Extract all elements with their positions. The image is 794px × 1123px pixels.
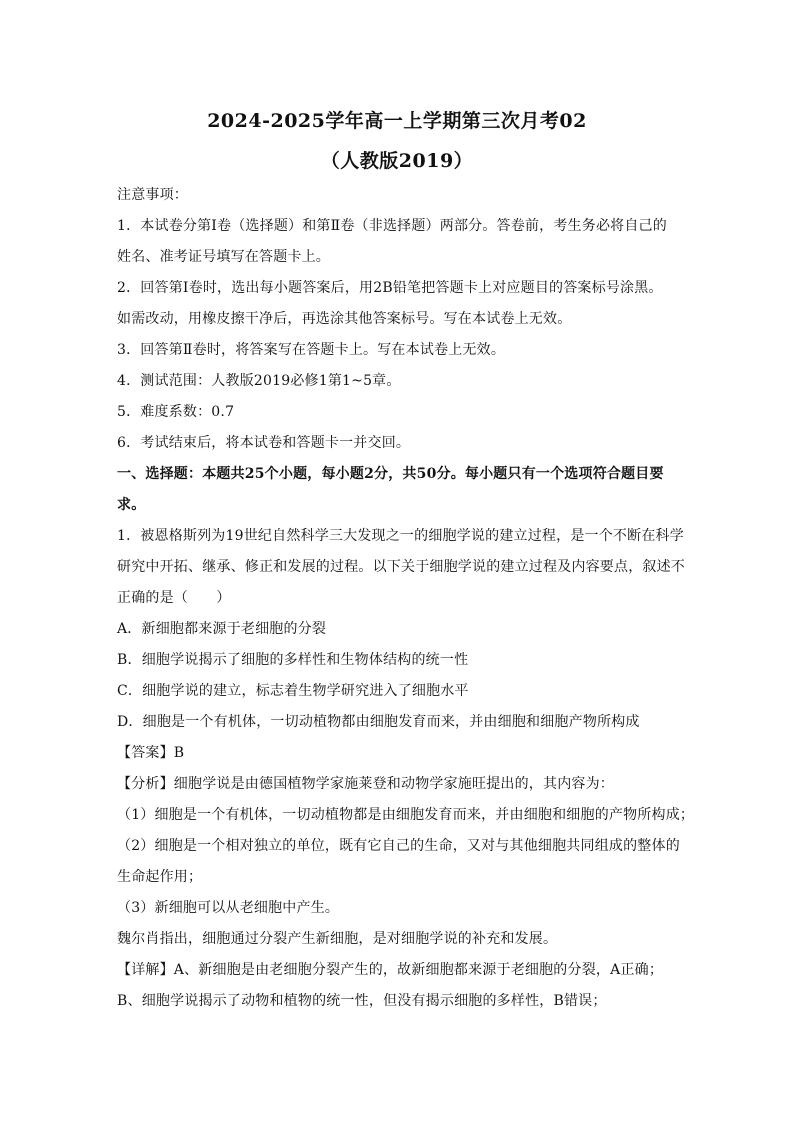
question-stem: 1．被恩格斯列为19世纪自然科学三大发现之一的细胞学说的建立过程，是一个不断在科学 <box>117 528 684 544</box>
notes-line: 2．回答第Ⅰ卷时，选出每小题答案后，用2B铅笔把答题卡上对应题目的答案标号涂黑。 <box>117 280 663 296</box>
question-stem: 研究中开拓、继承、修正和发展的过程。以下关于细胞学说的建立过程及内容要点，叙述不 <box>117 559 685 575</box>
notes-line: 如需改动，用橡皮擦干净后，再选涂其他答案标号。写在本试卷上无效。 <box>117 311 572 327</box>
detail-line: B、细胞学说揭示了动物和植物的统一性，但没有揭示细胞的多样性，B错误； <box>117 993 607 1009</box>
option-a: A．新细胞都来源于老细胞的分裂 <box>117 621 327 637</box>
notes-line: 3．回答第Ⅱ卷时，将答案写在答题卡上。写在本试卷上无效。 <box>117 342 506 358</box>
notes-line: 1．本试卷分第Ⅰ卷（选择题）和第Ⅱ卷（非选择题）两部分。答卷前，考生务必将自己的 <box>117 218 667 234</box>
notes-line: 4．测试范围：人教版2019必修1第1~5章。 <box>117 373 401 389</box>
detail-line: 【详解】A、新细胞是由老细胞分裂产生的，故新细胞都来源于老细胞的分裂，A正确； <box>117 962 664 978</box>
notes-line: 姓名、准考证号填写在答题卡上。 <box>117 249 330 265</box>
option-d: D．细胞是一个有机体，一切动植物都由细胞发育而来，并由细胞和细胞产物所构成 <box>117 714 640 730</box>
notes-line: 6．考试结束后，将本试卷和答题卡一并交回。 <box>117 435 411 451</box>
analysis-line: （3）新细胞可以从老细胞中产生。 <box>117 900 340 916</box>
answer-line: 【答案】B <box>117 745 185 761</box>
section-heading: 一、选择题：本题共25个小题，每小题2分，共50分。每小题只有一个选项符合题目要 <box>117 466 664 482</box>
analysis-line: 魏尔肖指出，细胞通过分裂产生新细胞，是对细胞学说的补充和发展。 <box>117 931 558 947</box>
option-c: C．细胞学说的建立，标志着生物学研究进入了细胞水平 <box>117 683 469 699</box>
document-title: 2024-2025学年高一上学期第三次月考02 <box>207 110 587 132</box>
notes-heading: 注意事项： <box>117 187 188 203</box>
analysis-line: 生命起作用； <box>117 869 203 885</box>
notes-line: 5．难度系数：0.7 <box>117 404 235 420</box>
section-heading: 求。 <box>117 497 146 513</box>
option-b: B．细胞学说揭示了细胞的多样性和生物体结构的统一性 <box>117 652 469 668</box>
analysis-line: （2）细胞是一个相对独立的单位，既有它自己的生命，又对与其他细胞共同组成的整体的 <box>117 838 680 854</box>
analysis-line: （1）细胞是一个有机体，一切动植物都是由细胞发育而来，并由细胞和细胞的产物所构成； <box>117 807 695 823</box>
document-subtitle: （人教版2019） <box>320 150 474 172</box>
analysis-line: 【分析】细胞学说是由德国植物学家施莱登和动物学家施旺提出的，其内容为： <box>117 776 614 792</box>
question-stem: 正确的是（ ） <box>117 590 231 606</box>
